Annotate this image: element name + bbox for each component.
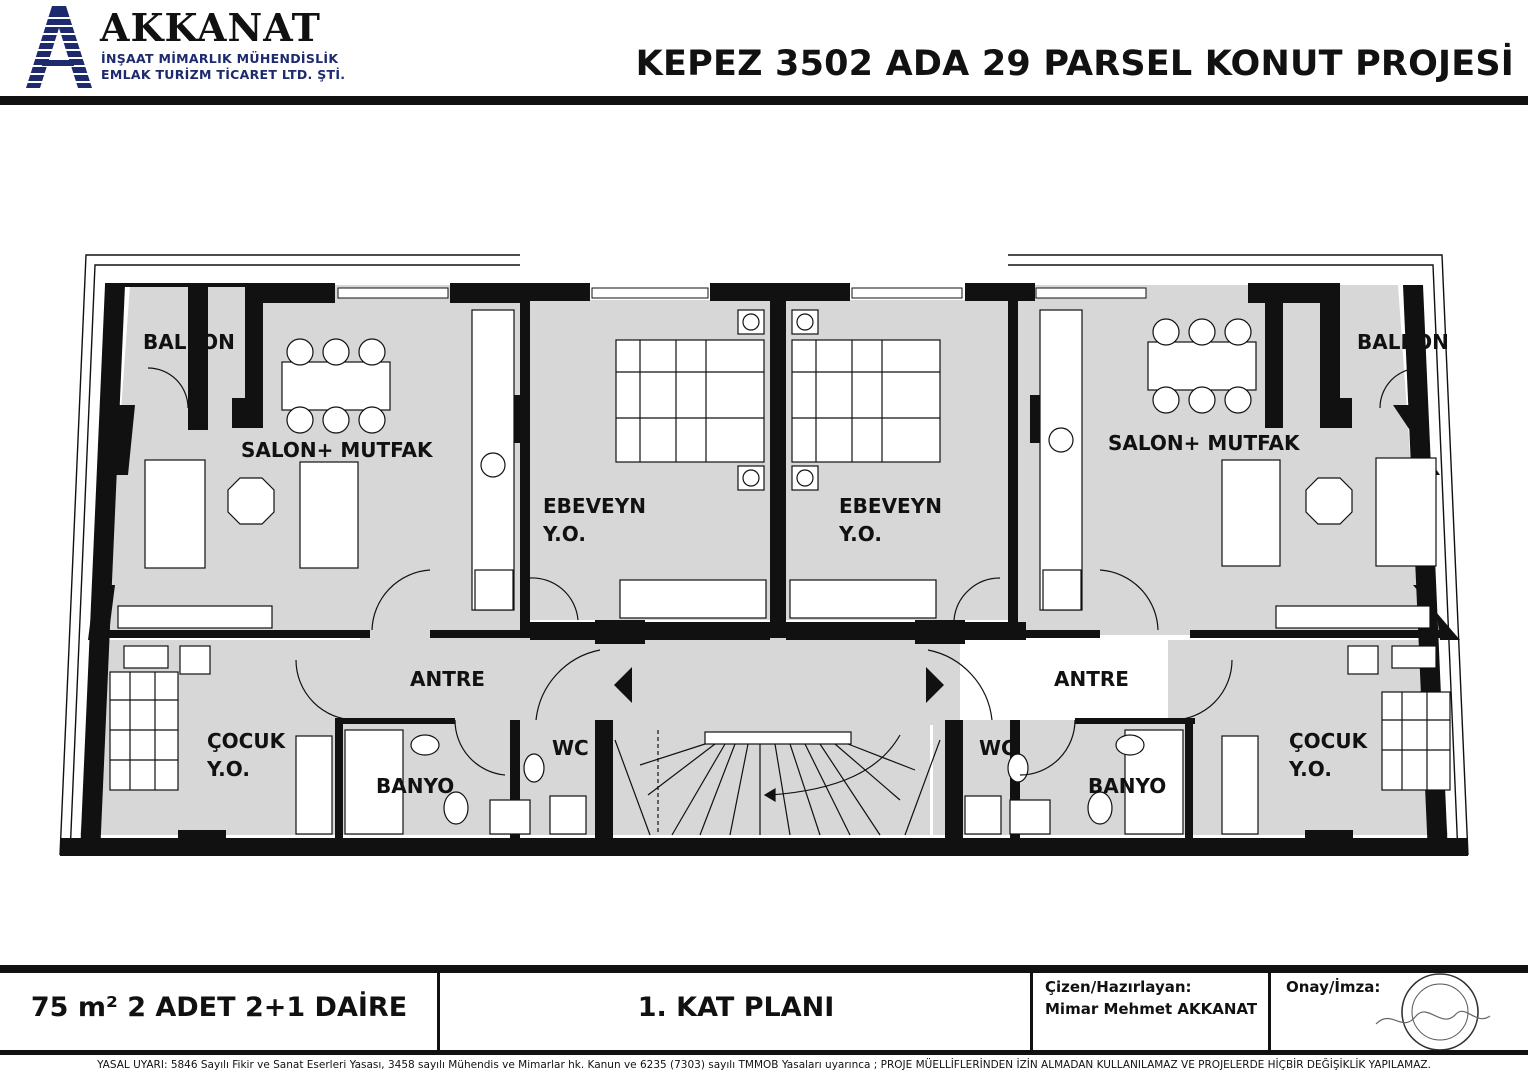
room-label-balkon-right: BALKON <box>1357 330 1449 354</box>
title-block-top-rule <box>0 965 1528 973</box>
room-label-cocuk-left: ÇOCUK <box>207 729 286 753</box>
drawn-by-name: Mimar Mehmet AKKANAT <box>1045 1000 1258 1018</box>
plan-name: 1. KAT PLANI <box>637 992 835 1023</box>
room-label-cocuk-left-yo: Y.O. <box>207 757 250 781</box>
project-title: KEPEZ 3502 ADA 29 PARSEL KONUT PROJESİ <box>635 44 1514 84</box>
drawn-by-label: Çizen/Hazırlayan: <box>1045 978 1192 996</box>
title-block-bottom-rule <box>0 1050 1528 1055</box>
room-label-wc-right: WC <box>979 736 1016 760</box>
room-label-cocuk-right: ÇOCUK <box>1289 729 1368 753</box>
title-block-divider <box>1268 973 1271 1050</box>
room-label-ebeveyn-left-yo: Y.O. <box>543 522 586 546</box>
room-label-ebeveyn-left: EBEVEYN <box>543 494 646 518</box>
legal-warning: YASAL UYARI: 5846 Sayılı Fikir ve Sanat Eserleri Yasası, 3458 sayılı Mühendis ve Mimarlar hk. Kanun ve 6235 (7303) sayılı TMMOB Yasaları uyarınca ; PROJE MÜELLİFLERİNDEN İZİN ALMADAN KULLANILAMAZ VE PROJELERDE HİÇBİR DEĞİŞİKLİK YAPILAMAZ. <box>97 1059 1431 1071</box>
company-logo-icon <box>22 4 94 90</box>
room-label-wc-left: WC <box>552 736 589 760</box>
room-label-balkon-left: BALKON <box>143 330 235 354</box>
company-name: AKKANAT <box>100 5 321 50</box>
room-label-cocuk-right-yo: Y.O. <box>1289 757 1332 781</box>
room-label-ebeveyn-right: EBEVEYN <box>839 494 942 518</box>
architect-seal-stamp-icon <box>1372 968 1494 1052</box>
room-label-banyo-right: BANYO <box>1088 774 1167 798</box>
room-label-salon-left: SALON+ MUTFAK <box>241 438 433 462</box>
room-label-ebeveyn-right-yo: Y.O. <box>839 522 882 546</box>
apartment-area-summary: 75 m² 2 ADET 2+1 DAİRE <box>30 992 408 1023</box>
company-subtitle-1: İNŞAAT MİMARLIK MÜHENDİSLİK <box>101 51 339 66</box>
room-label-antre-left: ANTRE <box>410 667 485 691</box>
header-divider <box>0 96 1528 105</box>
room-label-banyo-left: BANYO <box>376 774 455 798</box>
room-label-salon-right: SALON+ MUTFAK <box>1108 431 1300 455</box>
floor-plan <box>0 238 1528 872</box>
approval-label: Onay/İmza: <box>1286 978 1381 996</box>
company-subtitle-2: EMLAK TURİZM TİCARET LTD. ŞTİ. <box>101 67 346 82</box>
room-label-antre-right: ANTRE <box>1054 667 1129 691</box>
